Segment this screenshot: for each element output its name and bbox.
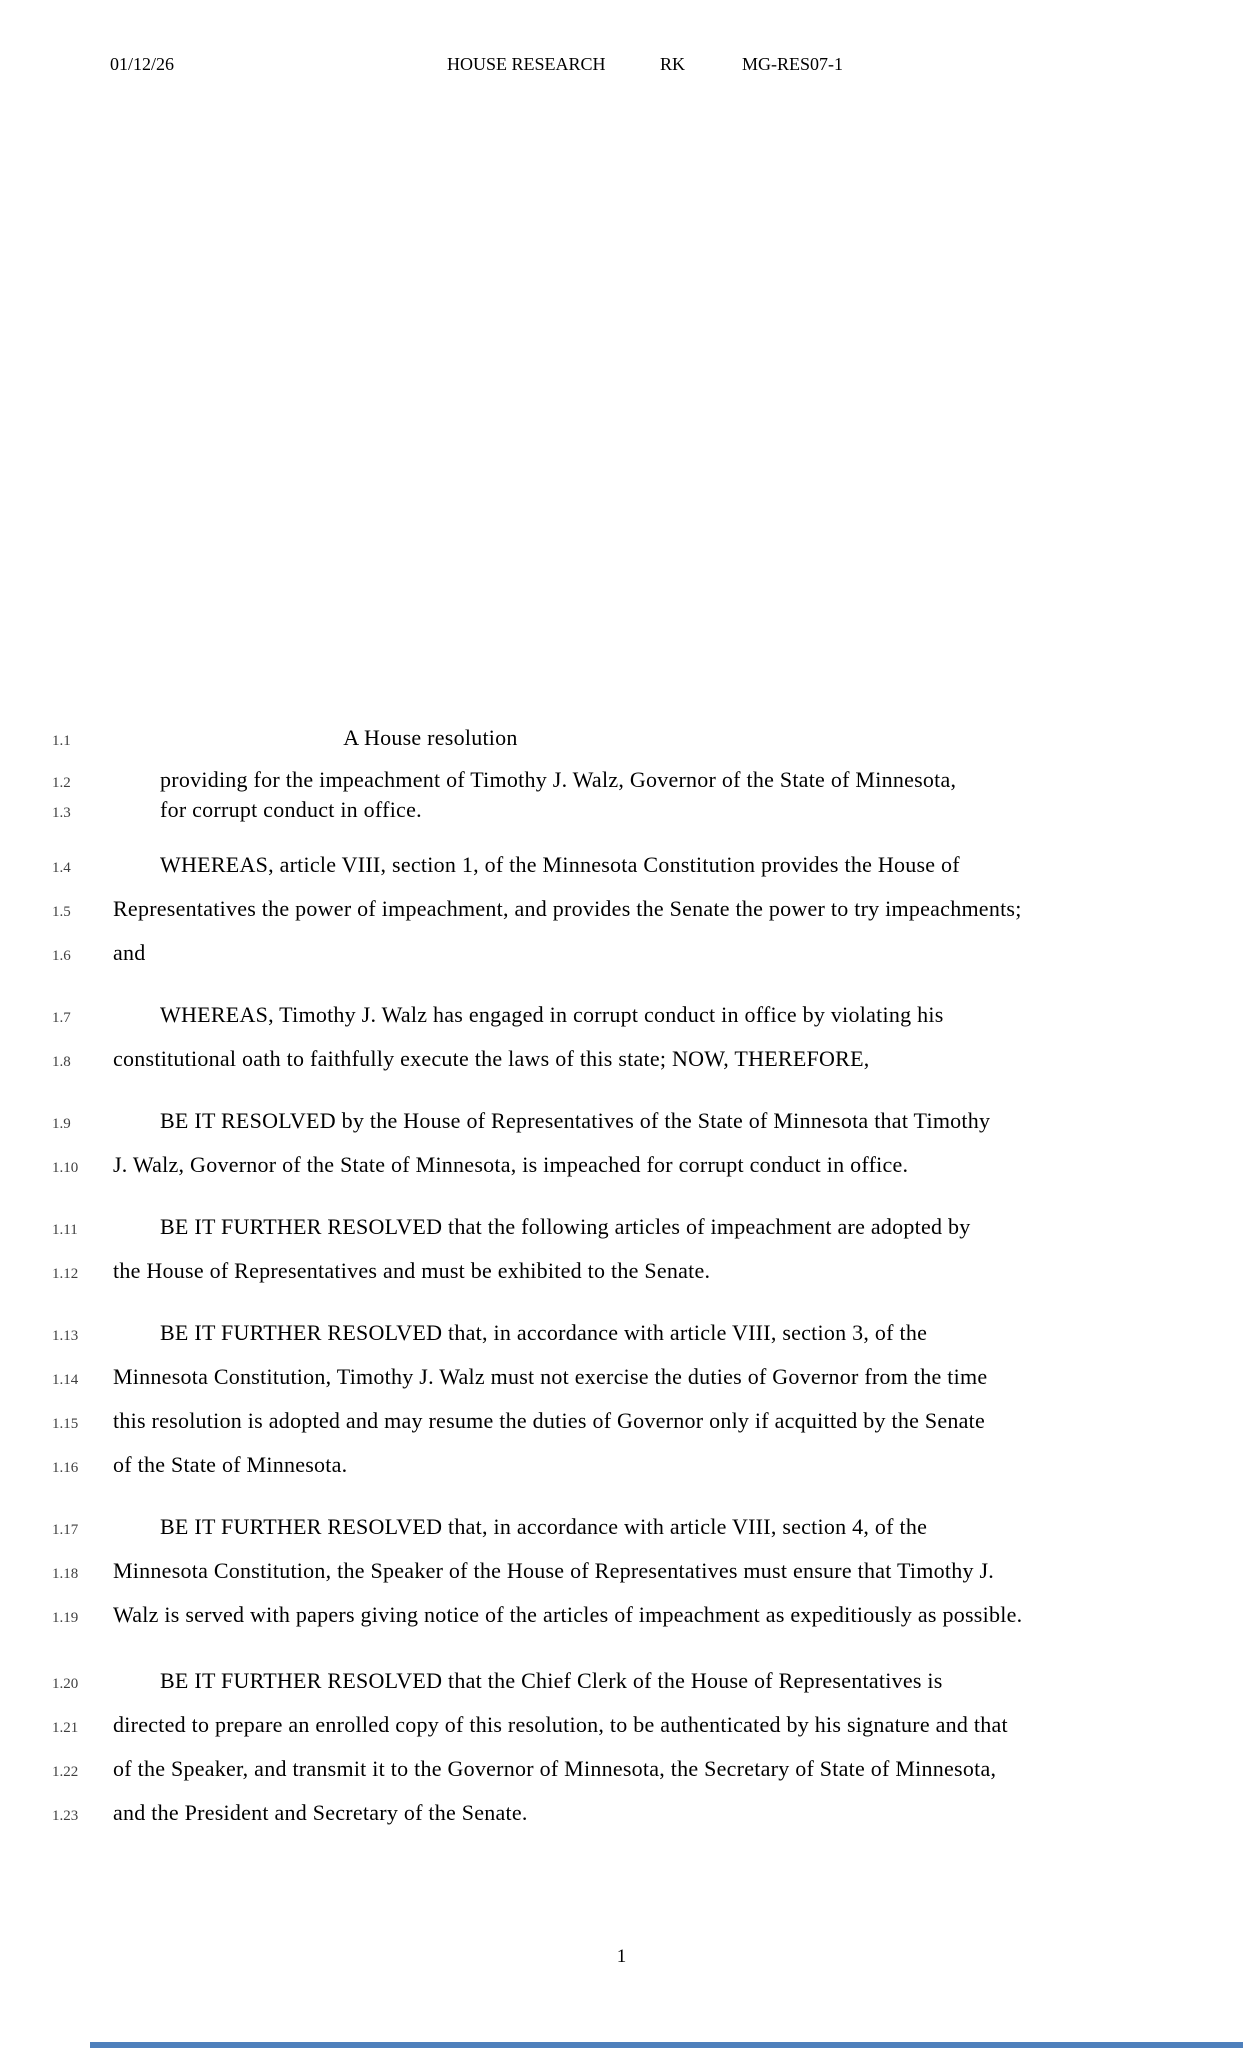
line-text: providing for the impeachment of Timothy J. Walz, Governor of the State of Minnesota, (160, 767, 957, 792)
line-text: WHEREAS, article VIII, section 1, of the Minnesota Constitution provides the House of (160, 852, 960, 877)
document-line (0, 843, 1243, 887)
document-line (0, 1311, 1243, 1355)
bottom-accent-bar (90, 2042, 1243, 2048)
line-number: 1.15 (52, 1416, 79, 1432)
document-line (0, 1791, 1243, 1835)
resolution-title-line (0, 716, 1243, 760)
line-text: BE IT FURTHER RESOLVED that, in accordance with article VIII, section 4, of the (160, 1514, 928, 1539)
line-text: BE IT RESOLVED by the House of Representatives of the State of Minnesota that Timothy (160, 1108, 991, 1133)
document-line (0, 887, 1243, 931)
line-number: 1.21 (52, 1720, 79, 1736)
document-line (0, 795, 1243, 825)
line-text: BE IT FURTHER RESOLVED that the following articles of impeachment are adopted by (160, 1214, 971, 1239)
line-number: 1.20 (52, 1676, 79, 1692)
header-doc-id: MG-RES07-1 (742, 54, 844, 74)
document-line (0, 1143, 1243, 1187)
line-number: 1.18 (52, 1566, 79, 1582)
document-line (0, 1593, 1243, 1637)
document-line (0, 1399, 1243, 1443)
line-number: 1.5 (52, 904, 71, 920)
line-number: 1.9 (52, 1116, 71, 1132)
header-date: 01/12/26 (110, 54, 175, 74)
line-text: Minnesota Constitution, the Speaker of the House of Representatives must ensure that Timothy J. (113, 1558, 995, 1583)
line-text: and (113, 940, 146, 965)
document-line (0, 1205, 1243, 1249)
line-text: BE IT FURTHER RESOLVED that, in accordance with article VIII, section 3, of the (160, 1320, 928, 1345)
line-number: 1.22 (52, 1764, 79, 1780)
line-text: Representatives the power of impeachment, and provides the Senate the power to try impeachments; (113, 896, 1022, 921)
document-line (0, 1659, 1243, 1703)
document-line (0, 1443, 1243, 1487)
line-number: 1.7 (52, 1010, 71, 1026)
line-text: and the President and Secretary of the Senate. (113, 1800, 528, 1825)
document-line (0, 765, 1243, 795)
line-number: 1.2 (52, 775, 71, 791)
header-drafter-initials: RK (660, 54, 686, 74)
document-line (0, 1549, 1243, 1593)
document-header (0, 54, 1243, 80)
line-text: for corrupt conduct in office. (160, 797, 422, 822)
document-line (0, 1505, 1243, 1549)
line-text: J. Walz, Governor of the State of Minnesota, is impeached for corrupt conduct in office. (113, 1152, 909, 1177)
line-number: 1.6 (52, 948, 71, 964)
line-text: Walz is served with papers giving notice of the articles of impeachment as expeditiously as possible. (113, 1602, 1023, 1627)
line-number: 1.14 (52, 1372, 79, 1388)
line-text: constitutional oath to faithfully execute the laws of this state; NOW, THEREFORE, (113, 1046, 870, 1071)
line-number: 1.16 (52, 1460, 79, 1476)
line-text: of the State of Minnesota. (113, 1452, 348, 1477)
header-org-title: HOUSE RESEARCH (447, 54, 606, 74)
line-text: of the Speaker, and transmit it to the Governor of Minnesota, the Secretary of State of Minnesota, (113, 1756, 997, 1781)
document-line (0, 1037, 1243, 1081)
line-number: 1.3 (52, 805, 71, 821)
line-text: directed to prepare an enrolled copy of this resolution, to be authenticated by his signature and that (113, 1712, 1008, 1737)
line-number: 1.4 (52, 860, 71, 876)
document-line (0, 993, 1243, 1037)
line-number: 1.17 (52, 1522, 79, 1538)
line-number: 1.23 (52, 1808, 79, 1824)
line-number: 1.19 (52, 1610, 79, 1626)
line-number: 1.8 (52, 1054, 71, 1070)
line-number: 1.12 (52, 1266, 79, 1282)
line-number: 1.10 (52, 1160, 79, 1176)
line-text: the House of Representatives and must be exhibited to the Senate. (113, 1258, 711, 1283)
document-line (0, 1249, 1243, 1293)
document-line (0, 1747, 1243, 1791)
line-number: 1.11 (52, 1222, 78, 1238)
resolution-body (0, 716, 1243, 1835)
document-line (0, 1355, 1243, 1399)
document-line (0, 1703, 1243, 1747)
line-number: 1.13 (52, 1328, 79, 1344)
document-line (0, 931, 1243, 975)
line-text: this resolution is adopted and may resume the duties of Governor only if acquitted by the Senate (113, 1408, 986, 1433)
line-number: 1.1 (52, 733, 71, 749)
page-footer (0, 1946, 1243, 1968)
line-text: BE IT FURTHER RESOLVED that the Chief Clerk of the House of Representatives is (160, 1668, 943, 1693)
page-number: 1 (616, 1946, 627, 1967)
line-text: WHEREAS, Timothy J. Walz has engaged in corrupt conduct in office by violating his (160, 1002, 944, 1027)
document-line (0, 1099, 1243, 1143)
resolution-title: A House resolution (343, 725, 518, 750)
line-text: Minnesota Constitution, Timothy J. Walz must not exercise the duties of Governor from the time (113, 1364, 988, 1389)
